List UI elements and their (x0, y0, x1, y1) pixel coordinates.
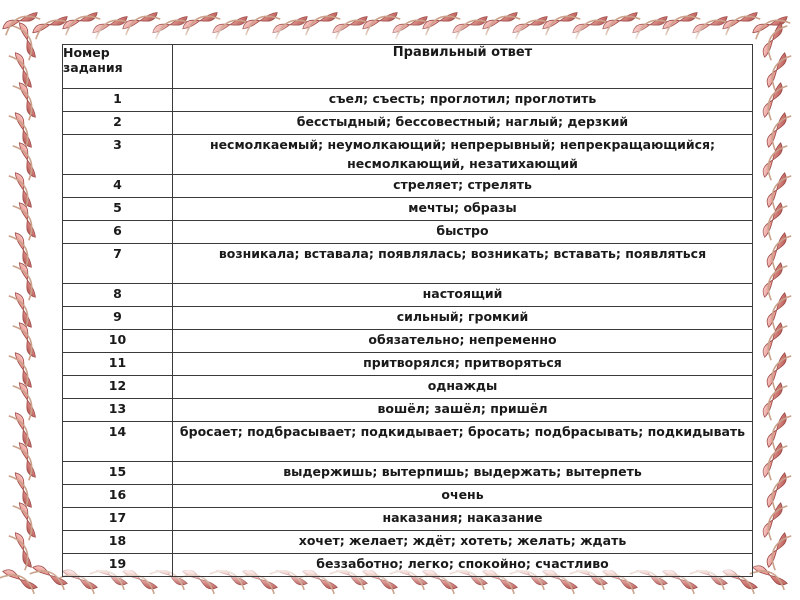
answer-cell: быстро (173, 221, 753, 244)
task-number: 17 (63, 508, 173, 531)
table-row (63, 221, 753, 244)
table-row (63, 244, 753, 284)
answer-cell: наказания; наказание (173, 508, 753, 531)
answer-cell: возникала; вставала; появлялась; возникать; вставать; появляться (173, 244, 753, 284)
task-number: 1 (63, 89, 173, 112)
task-number: 19 (63, 554, 173, 577)
ribbon-twist (764, 531, 791, 570)
table-row (63, 422, 753, 462)
task-number: 18 (63, 531, 173, 554)
table-row (63, 399, 753, 422)
answer-cell: несмолкаемый; неумолкающий; непрерывный; непрекращающийся; несмолкающий, незатихающий (173, 135, 753, 175)
ribbon-twist (751, 12, 790, 39)
task-number: 3 (63, 135, 173, 175)
ribbon-twist (764, 291, 791, 330)
task-number: 10 (63, 330, 173, 353)
task-number: 6 (63, 221, 173, 244)
task-number: 11 (63, 353, 173, 376)
task-number: 7 (63, 244, 173, 284)
table-row (63, 462, 753, 485)
answer-cell: настоящий (173, 284, 753, 307)
task-number: 4 (63, 175, 173, 198)
ribbon-twist (764, 171, 791, 210)
task-number: 16 (63, 485, 173, 508)
answer-cell: вошёл; зашёл; пришёл (173, 399, 753, 422)
table-row (63, 198, 753, 221)
column-header-answer: Правильный ответ (173, 45, 753, 89)
table-row (63, 330, 753, 353)
answer-cell: бросает; подбрасывает; подкидывает; бросать; подбрасывать; подкидывать (173, 422, 753, 462)
column-header-number: Номер задания (63, 45, 173, 89)
table-header-row (63, 45, 753, 89)
table-row (63, 531, 753, 554)
table-row (63, 284, 753, 307)
table-row (63, 554, 753, 577)
task-number: 5 (63, 198, 173, 221)
ribbon-twist (764, 411, 791, 450)
table-row (63, 376, 753, 399)
answers-table-container (62, 44, 752, 577)
ribbon-twist (764, 471, 791, 510)
table-row (63, 307, 753, 330)
ribbon-twist (9, 531, 36, 570)
answer-cell: выдержишь; вытерпишь; выдержать; вытерпеть (173, 462, 753, 485)
answer-cell: очень (173, 485, 753, 508)
answer-cell: мечты; образы (173, 198, 753, 221)
ribbon-twist (764, 111, 791, 150)
task-number: 13 (63, 399, 173, 422)
task-number: 8 (63, 284, 173, 307)
answer-cell: притворялся; притворяться (173, 353, 753, 376)
table-row (63, 89, 753, 112)
answer-cell: сильный; громкий (173, 307, 753, 330)
ribbon-twist (0, 567, 39, 594)
answer-cell: стреляет; стрелять (173, 175, 753, 198)
ribbon-twist (764, 51, 791, 90)
ribbon-twist (764, 351, 791, 390)
task-number: 9 (63, 307, 173, 330)
answers-table (62, 44, 753, 577)
task-number: 2 (63, 112, 173, 135)
answer-cell: обязательно; непременно (173, 330, 753, 353)
answer-cell: съел; съесть; проглотил; проглотить (173, 89, 753, 112)
table-row (63, 353, 753, 376)
answer-cell: беззаботно; легко; спокойно; счастливо (173, 554, 753, 577)
task-number: 12 (63, 376, 173, 399)
task-number: 14 (63, 422, 173, 462)
answer-cell: хочет; желает; ждёт; хотеть; желать; ждать (173, 531, 753, 554)
table-row (63, 112, 753, 135)
ribbon-twist (764, 231, 791, 270)
table-row (63, 508, 753, 531)
table-row (63, 135, 753, 175)
table-row (63, 175, 753, 198)
task-number: 15 (63, 462, 173, 485)
answer-cell: однажды (173, 376, 753, 399)
answer-cell: бесстыдный; бессовестный; наглый; дерзкий (173, 112, 753, 135)
table-row (63, 485, 753, 508)
